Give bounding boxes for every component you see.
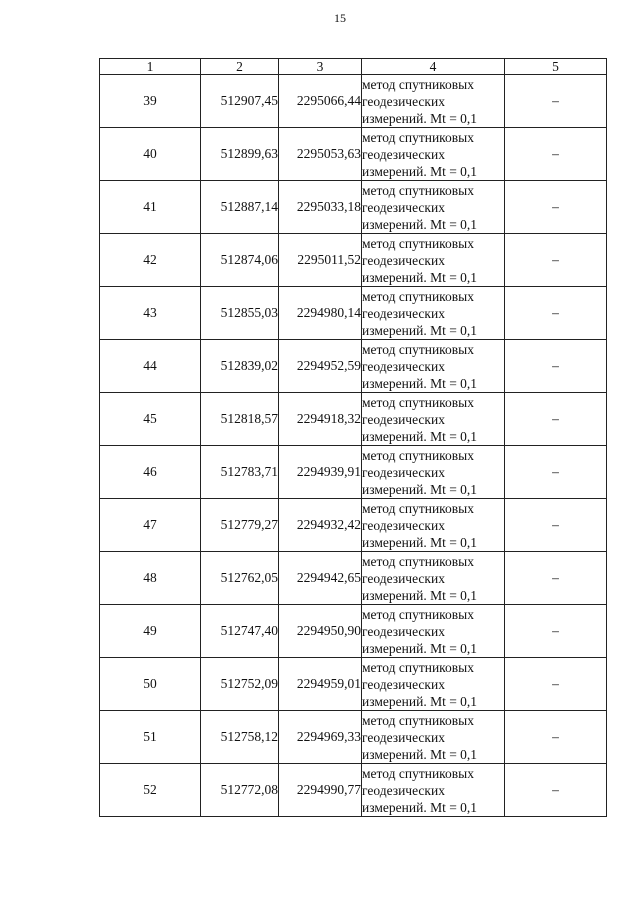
table-row bbox=[100, 128, 607, 181]
coordinate-y: 2294932,42 bbox=[279, 499, 362, 552]
method-cell bbox=[362, 446, 505, 499]
point-number: 39 bbox=[100, 75, 201, 128]
coordinate-x: 512907,45 bbox=[201, 75, 279, 128]
method-line-3: измерений. Mt = 0,1 bbox=[362, 375, 478, 391]
note-cell: – bbox=[505, 287, 607, 340]
point-number: 52 bbox=[100, 764, 201, 817]
coordinate-x: 512818,57 bbox=[201, 393, 279, 446]
method-line-1: метод спутниковых bbox=[362, 765, 474, 781]
note-cell: – bbox=[505, 711, 607, 764]
note-cell: – bbox=[505, 340, 607, 393]
note-cell: – bbox=[505, 128, 607, 181]
point-number: 46 bbox=[100, 446, 201, 499]
method-line-3: измерений. Mt = 0,1 bbox=[362, 322, 478, 338]
coordinate-y: 2295033,18 bbox=[279, 181, 362, 234]
method-cell bbox=[362, 499, 505, 552]
method-line-2: геодезических bbox=[362, 623, 445, 639]
coordinate-y: 2295066,44 bbox=[279, 75, 362, 128]
coordinate-y: 2294990,77 bbox=[279, 764, 362, 817]
coordinate-y: 2294959,01 bbox=[279, 658, 362, 711]
point-number: 48 bbox=[100, 552, 201, 605]
point-number: 43 bbox=[100, 287, 201, 340]
note-cell: – bbox=[505, 446, 607, 499]
method-line-2: геодезических bbox=[362, 252, 445, 268]
method-line-1: метод спутниковых bbox=[362, 76, 474, 92]
method-line-3: измерений. Mt = 0,1 bbox=[362, 587, 478, 603]
note-cell: – bbox=[505, 393, 607, 446]
method-line-2: геодезических bbox=[362, 464, 445, 480]
method-cell bbox=[362, 605, 505, 658]
method-line-2: геодезических bbox=[362, 729, 445, 745]
method-line-1: метод спутниковых bbox=[362, 288, 474, 304]
method-line-3: измерений. Mt = 0,1 bbox=[362, 269, 478, 285]
coordinate-y: 2294942,65 bbox=[279, 552, 362, 605]
method-line-3: измерений. Mt = 0,1 bbox=[362, 693, 478, 709]
table-row bbox=[100, 499, 607, 552]
method-cell bbox=[362, 552, 505, 605]
method-line-3: измерений. Mt = 0,1 bbox=[362, 534, 478, 550]
method-cell bbox=[362, 340, 505, 393]
coordinates-table bbox=[99, 58, 607, 817]
coordinate-y: 2295053,63 bbox=[279, 128, 362, 181]
method-cell bbox=[362, 75, 505, 128]
table-row bbox=[100, 764, 607, 817]
coordinate-x: 512874,06 bbox=[201, 234, 279, 287]
point-number: 49 bbox=[100, 605, 201, 658]
note-cell: – bbox=[505, 658, 607, 711]
coordinate-x: 512758,12 bbox=[201, 711, 279, 764]
method-cell bbox=[362, 128, 505, 181]
table-row bbox=[100, 75, 607, 128]
coordinate-y: 2294939,91 bbox=[279, 446, 362, 499]
table-row bbox=[100, 711, 607, 764]
method-cell bbox=[362, 181, 505, 234]
coordinate-y: 2294950,90 bbox=[279, 605, 362, 658]
table-row bbox=[100, 234, 607, 287]
coordinate-x: 512772,08 bbox=[201, 764, 279, 817]
coordinate-x: 512779,27 bbox=[201, 499, 279, 552]
method-line-2: геодезических bbox=[362, 199, 445, 215]
column-header-3: 3 bbox=[279, 59, 362, 75]
method-line-1: метод спутниковых bbox=[362, 659, 474, 675]
coordinate-x: 512839,02 bbox=[201, 340, 279, 393]
method-line-3: измерений. Mt = 0,1 bbox=[362, 746, 478, 762]
method-line-3: измерений. Mt = 0,1 bbox=[362, 163, 478, 179]
point-number: 41 bbox=[100, 181, 201, 234]
coordinate-x: 512747,40 bbox=[201, 605, 279, 658]
method-line-3: измерений. Mt = 0,1 bbox=[362, 799, 478, 815]
coordinate-x: 512855,03 bbox=[201, 287, 279, 340]
method-line-1: метод спутниковых bbox=[362, 712, 474, 728]
point-number: 42 bbox=[100, 234, 201, 287]
table-row bbox=[100, 605, 607, 658]
table-row bbox=[100, 446, 607, 499]
note-cell: – bbox=[505, 499, 607, 552]
coordinate-x: 512762,05 bbox=[201, 552, 279, 605]
method-line-1: метод спутниковых bbox=[362, 553, 474, 569]
note-cell: – bbox=[505, 552, 607, 605]
point-number: 51 bbox=[100, 711, 201, 764]
table-row bbox=[100, 552, 607, 605]
table-row bbox=[100, 340, 607, 393]
table-row bbox=[100, 658, 607, 711]
note-cell: – bbox=[505, 605, 607, 658]
method-line-1: метод спутниковых bbox=[362, 235, 474, 251]
coordinate-x: 512752,09 bbox=[201, 658, 279, 711]
note-cell: – bbox=[505, 181, 607, 234]
coordinate-y: 2294952,59 bbox=[279, 340, 362, 393]
table-row bbox=[100, 393, 607, 446]
point-number: 50 bbox=[100, 658, 201, 711]
method-line-2: геодезических bbox=[362, 146, 445, 162]
column-header-5: 5 bbox=[505, 59, 607, 75]
coordinate-x: 512887,14 bbox=[201, 181, 279, 234]
method-cell bbox=[362, 287, 505, 340]
coordinate-y: 2294969,33 bbox=[279, 711, 362, 764]
table-header-row bbox=[100, 59, 607, 75]
method-line-2: геодезических bbox=[362, 411, 445, 427]
method-line-2: геодезических bbox=[362, 358, 445, 374]
coordinate-y: 2294918,32 bbox=[279, 393, 362, 446]
table-row bbox=[100, 181, 607, 234]
method-line-3: измерений. Mt = 0,1 bbox=[362, 640, 478, 656]
method-line-1: метод спутниковых bbox=[362, 606, 474, 622]
method-line-1: метод спутниковых bbox=[362, 129, 474, 145]
method-line-1: метод спутниковых bbox=[362, 341, 474, 357]
method-line-1: метод спутниковых bbox=[362, 500, 474, 516]
point-number: 45 bbox=[100, 393, 201, 446]
method-line-3: измерений. Mt = 0,1 bbox=[362, 428, 478, 444]
method-cell bbox=[362, 711, 505, 764]
method-line-2: геодезических bbox=[362, 676, 445, 692]
method-line-3: измерений. Mt = 0,1 bbox=[362, 481, 478, 497]
point-number: 40 bbox=[100, 128, 201, 181]
column-header-2: 2 bbox=[201, 59, 279, 75]
method-cell bbox=[362, 764, 505, 817]
method-line-2: геодезических bbox=[362, 93, 445, 109]
method-line-2: геодезических bbox=[362, 305, 445, 321]
method-line-3: измерений. Mt = 0,1 bbox=[362, 110, 478, 126]
point-number: 44 bbox=[100, 340, 201, 393]
point-number: 47 bbox=[100, 499, 201, 552]
column-header-4: 4 bbox=[362, 59, 505, 75]
note-cell: – bbox=[505, 75, 607, 128]
page-number: 15 bbox=[334, 11, 346, 25]
coordinate-y: 2294980,14 bbox=[279, 287, 362, 340]
method-cell bbox=[362, 234, 505, 287]
table-row bbox=[100, 287, 607, 340]
method-line-2: геодезических bbox=[362, 570, 445, 586]
note-cell: – bbox=[505, 234, 607, 287]
method-cell bbox=[362, 393, 505, 446]
method-line-1: метод спутниковых bbox=[362, 447, 474, 463]
method-line-3: измерений. Mt = 0,1 bbox=[362, 216, 478, 232]
coordinate-x: 512783,71 bbox=[201, 446, 279, 499]
method-line-2: геодезических bbox=[362, 517, 445, 533]
method-cell bbox=[362, 658, 505, 711]
coordinate-x: 512899,63 bbox=[201, 128, 279, 181]
note-cell: – bbox=[505, 764, 607, 817]
method-line-1: метод спутниковых bbox=[362, 182, 474, 198]
coordinate-y: 2295011,52 bbox=[279, 234, 362, 287]
method-line-2: геодезических bbox=[362, 782, 445, 798]
method-line-1: метод спутниковых bbox=[362, 394, 474, 410]
column-header-1: 1 bbox=[100, 59, 201, 75]
